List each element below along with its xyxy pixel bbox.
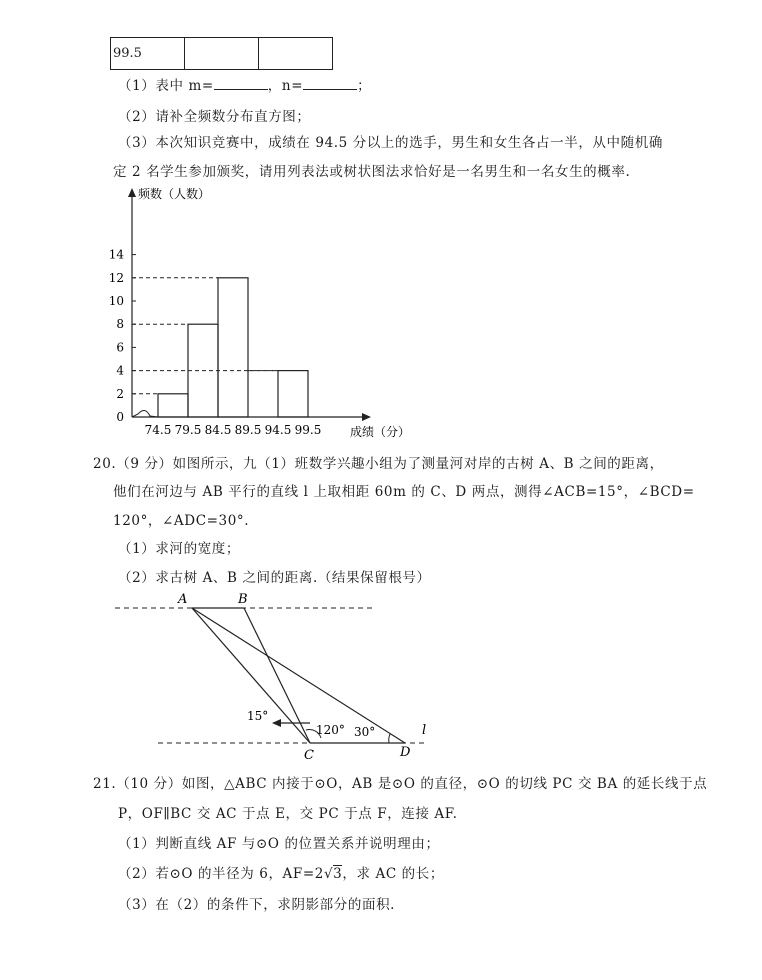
histogram-bar — [158, 394, 188, 417]
q21-sub3: （3）在（2）的条件下，求阴影部分的面积. — [118, 897, 396, 913]
q19-p1-mid: ，n= — [267, 78, 304, 94]
y-axis-label: 频数（人数） — [138, 187, 211, 201]
x-tick-label: 94.5 — [264, 423, 292, 437]
angle-arc-D — [389, 734, 390, 743]
y-axis-arrow-icon — [128, 188, 136, 197]
q20-line2: 他们在河边与 AB 平行的直线 l 上取相距 60m 的 C、D 两点，测得∠ACB=15°，∠BCD= — [113, 484, 695, 500]
x-axis-label: 成绩（分） — [350, 425, 411, 439]
label-B: B — [238, 592, 248, 607]
label-angle-120: 120° — [316, 723, 345, 737]
q19-part3-line2: 定 2 名学生参加颁奖，请用列表法或树状图法求恰好是一名男生和一名女生的概率. — [113, 164, 631, 180]
label-angle-30: 30° — [354, 725, 376, 739]
label-A: A — [178, 592, 188, 607]
x-tick-label: 99.5 — [294, 423, 322, 437]
axis-break-mark — [132, 410, 158, 417]
q19-part1 — [118, 74, 371, 94]
label-D: D — [400, 745, 411, 760]
q21-sub2-pre: （2）若⊙O 的半径为 6，AF=2 — [118, 866, 324, 882]
y-tick-label: 6 — [116, 340, 124, 355]
y-tick-label: 2 — [116, 386, 124, 401]
q19-p1-pre: （1）表中 m= — [118, 78, 214, 94]
q19-part2: （2）请补全频数分布直方图； — [118, 109, 311, 125]
y-tick-label: 8 — [116, 317, 124, 332]
q21-sub2 — [118, 862, 444, 882]
table-cell: 99.5 — [111, 38, 185, 70]
q19-p1-post: ； — [357, 78, 372, 94]
label-C: C — [304, 748, 314, 763]
x-tick-label: 74.5 — [144, 423, 172, 437]
q20-sub1: （1）求河的宽度； — [118, 541, 240, 557]
sqrt-radicand: 3 — [333, 866, 343, 882]
q20-line3: 120°，∠ADC=30°. — [113, 513, 250, 529]
q19-part3-line1: （3）本次知识竞赛中，成绩在 94.5 分以上的选手，男生和女生各占一半，从中随机确 — [118, 135, 663, 151]
q21-line1: 21.（10 分）如图，△ABC 内接于⊙O，AB 是⊙O 的直径，⊙O 的切线 PC 交 BA 的延长线于点 — [93, 776, 708, 792]
y-tick-label: 4 — [116, 363, 124, 378]
x-tick-label: 89.5 — [234, 423, 262, 437]
histogram-bar — [218, 278, 248, 417]
river-figure — [110, 588, 440, 763]
x-tick-label: 79.5 — [174, 423, 202, 437]
q21-line2: P，OF∥BC 交 AC 于点 E，交 PC 于点 F，连接 AF. — [118, 806, 458, 822]
x-axis-arrow-icon — [362, 413, 371, 421]
y-tick-label: 12 — [108, 270, 124, 285]
arrow-head-icon — [272, 719, 281, 727]
sqrt-sign: √ — [323, 866, 334, 882]
q21-sub1: （1）判断直线 AF 与⊙O 的位置关系并说明理由； — [118, 836, 440, 852]
table-cell-empty — [185, 38, 259, 70]
y-tick-label: 0 — [116, 410, 124, 424]
histogram-bar — [278, 371, 308, 417]
q20-sub2: （2）求古树 A、B 之间的距离.（结果保留根号） — [118, 570, 431, 586]
y-tick-label: 14 — [108, 247, 124, 262]
x-tick-label: 84.5 — [204, 423, 232, 437]
blank-m — [214, 77, 268, 90]
q20-line1: 20.（9 分）如图所示，九（1）班数学兴趣小组为了测量河对岸的古树 A、B 之间的距离， — [93, 456, 664, 472]
blank-n — [303, 77, 357, 90]
histogram-chart — [100, 180, 430, 445]
q21-sub2-post: ，求 AC 的长； — [342, 866, 444, 882]
frequency-table-fragment — [110, 37, 333, 70]
label-l: l — [422, 723, 427, 738]
y-tick-label: 10 — [108, 294, 124, 308]
label-angle-15: 15° — [247, 709, 269, 723]
table-cell-empty — [259, 38, 333, 70]
